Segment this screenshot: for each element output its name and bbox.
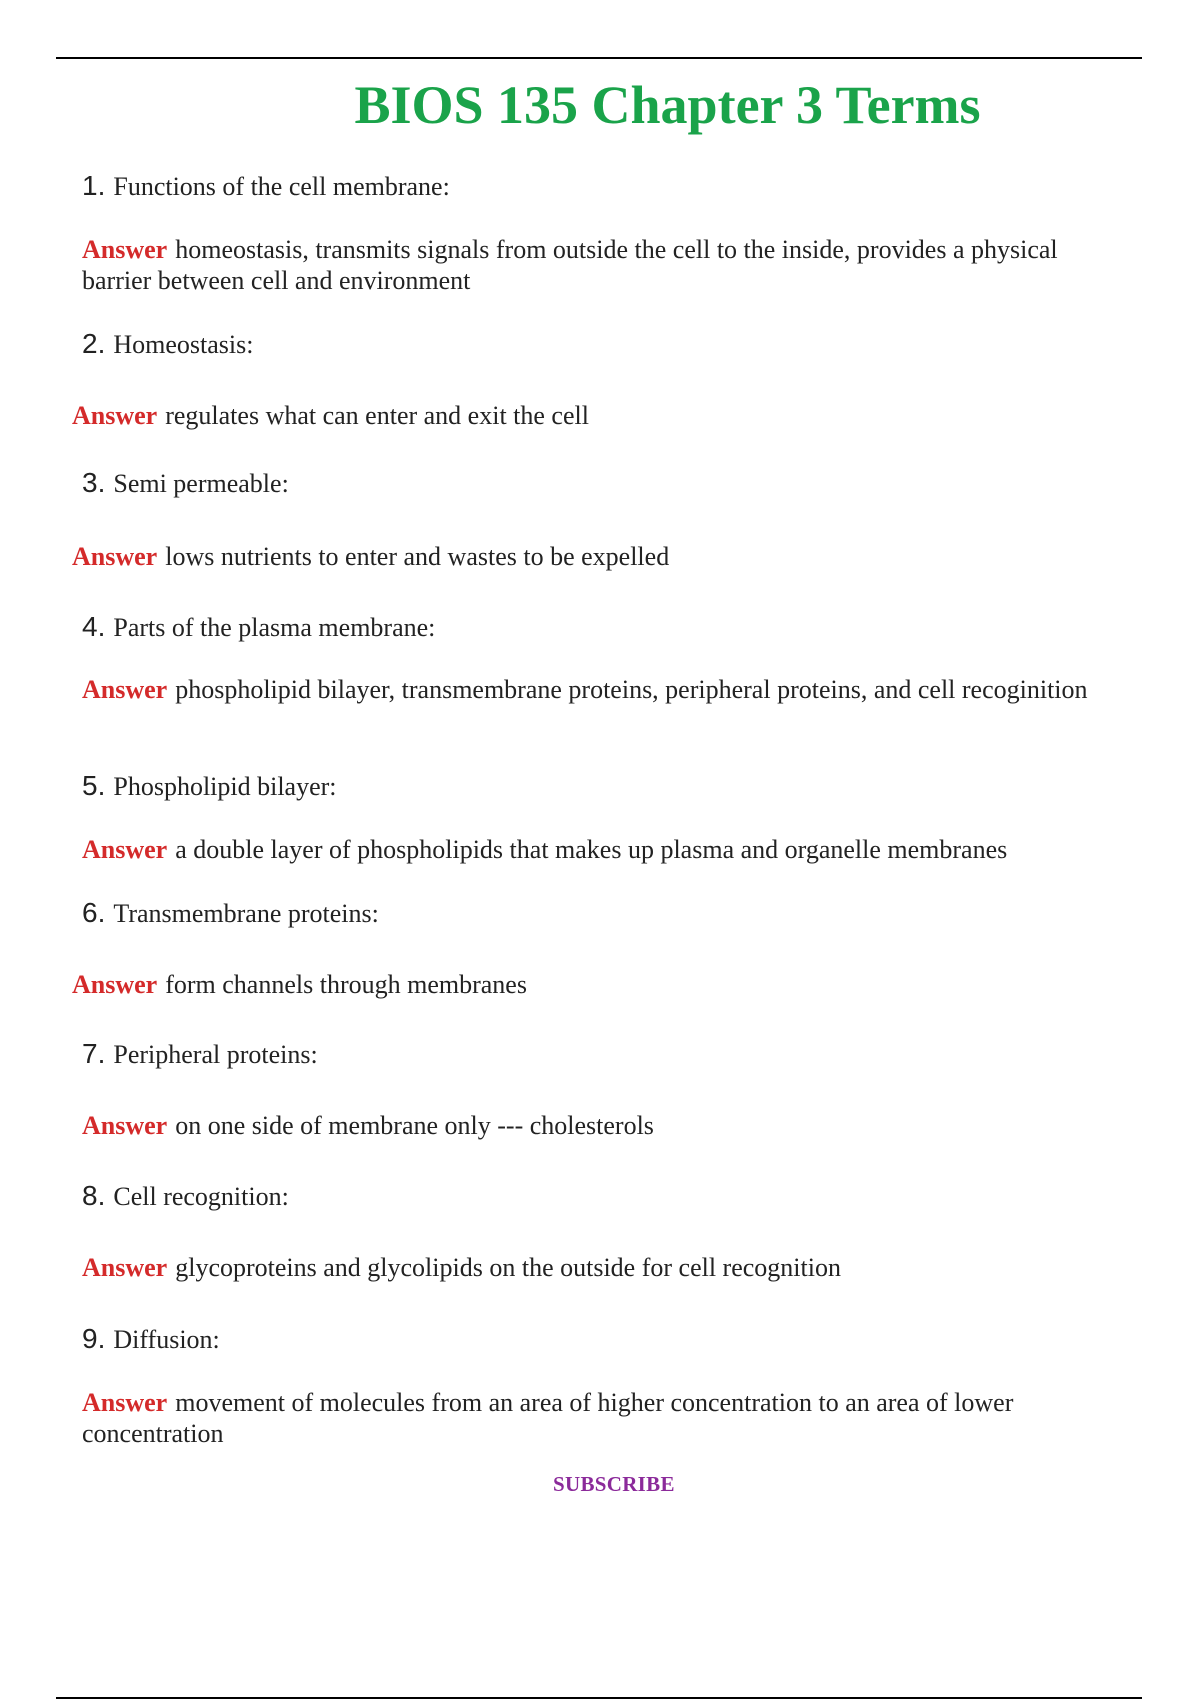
- top-rule: [56, 57, 1142, 59]
- question-number: 6.: [82, 897, 106, 928]
- question-number: 2.: [82, 328, 106, 359]
- question-term: Transmembrane proteins:: [113, 899, 379, 928]
- question-term: Functions of the cell membrane:: [113, 172, 450, 201]
- answer-text: homeostasis, transmits signals from outside the cell to the inside, provides a physical barrier between cell and environment: [82, 235, 1058, 295]
- answer-label: Answer: [72, 401, 158, 430]
- answer-label: Answer: [82, 235, 168, 264]
- answer-item-8: [82, 1252, 1102, 1283]
- answer-text: on one side of membrane only --- cholesterols: [175, 1111, 654, 1140]
- answer-item-1: [82, 234, 1102, 296]
- answer-item-9: [82, 1387, 1102, 1449]
- answer-text: form channels through membranes: [165, 970, 527, 999]
- question-item-2: [82, 329, 253, 360]
- answer-item-4: [82, 674, 1102, 705]
- answer-item-6: [72, 969, 1092, 1000]
- answer-text: phospholipid bilayer, transmembrane proteins, peripheral proteins, and cell recoginition: [175, 675, 1088, 704]
- question-item-8: [82, 1181, 289, 1212]
- question-number: 3.: [82, 467, 106, 498]
- answer-text: regulates what can enter and exit the cell: [165, 401, 589, 430]
- question-number: 9.: [82, 1323, 106, 1354]
- question-term: Diffusion:: [113, 1325, 220, 1354]
- question-item-4: [82, 612, 435, 643]
- question-number: 8.: [82, 1180, 106, 1211]
- answer-label: Answer: [82, 1388, 168, 1417]
- answer-label: Answer: [72, 970, 158, 999]
- question-term: Semi permeable:: [113, 469, 289, 498]
- subscribe-link[interactable]: SUBSCRIBE: [553, 1472, 675, 1496]
- answer-label: Answer: [82, 1253, 168, 1282]
- answer-text: lows nutrients to enter and wastes to be expelled: [165, 542, 670, 571]
- answer-item-3: [72, 541, 1092, 572]
- question-term: Homeostasis:: [113, 330, 254, 359]
- answer-label: Answer: [82, 675, 168, 704]
- question-number: 4.: [82, 611, 106, 642]
- answer-label: Answer: [82, 1111, 168, 1140]
- answer-text: movement of molecules from an area of higher concentration to an area of lower concentration: [82, 1388, 1014, 1448]
- answer-item-2: [72, 400, 1092, 431]
- question-item-6: [82, 898, 379, 929]
- question-term: Cell recognition:: [113, 1182, 289, 1211]
- question-item-3: [82, 468, 289, 499]
- question-item-5: [82, 771, 337, 802]
- question-number: 1.: [82, 170, 106, 201]
- question-term: Phospholipid bilayer:: [113, 772, 337, 801]
- question-term: Peripheral proteins:: [113, 1040, 318, 1069]
- bottom-rule: [56, 1697, 1142, 1699]
- question-number: 7.: [82, 1038, 106, 1069]
- question-item-7: [82, 1039, 318, 1070]
- answer-item-7: [82, 1110, 1102, 1141]
- page-title: BIOS 135 Chapter 3 Terms: [354, 75, 981, 135]
- answer-label: Answer: [82, 835, 168, 864]
- answer-label: Answer: [72, 542, 158, 571]
- answer-text: a double layer of phospholipids that makes up plasma and organelle membranes: [175, 835, 1008, 864]
- answer-item-5: [82, 834, 1102, 865]
- question-number: 5.: [82, 770, 106, 801]
- question-item-1: [82, 171, 450, 202]
- answer-text: glycoproteins and glycolipids on the outside for cell recognition: [175, 1253, 841, 1282]
- question-item-9: [82, 1324, 220, 1355]
- question-term: Parts of the plasma membrane:: [113, 613, 436, 642]
